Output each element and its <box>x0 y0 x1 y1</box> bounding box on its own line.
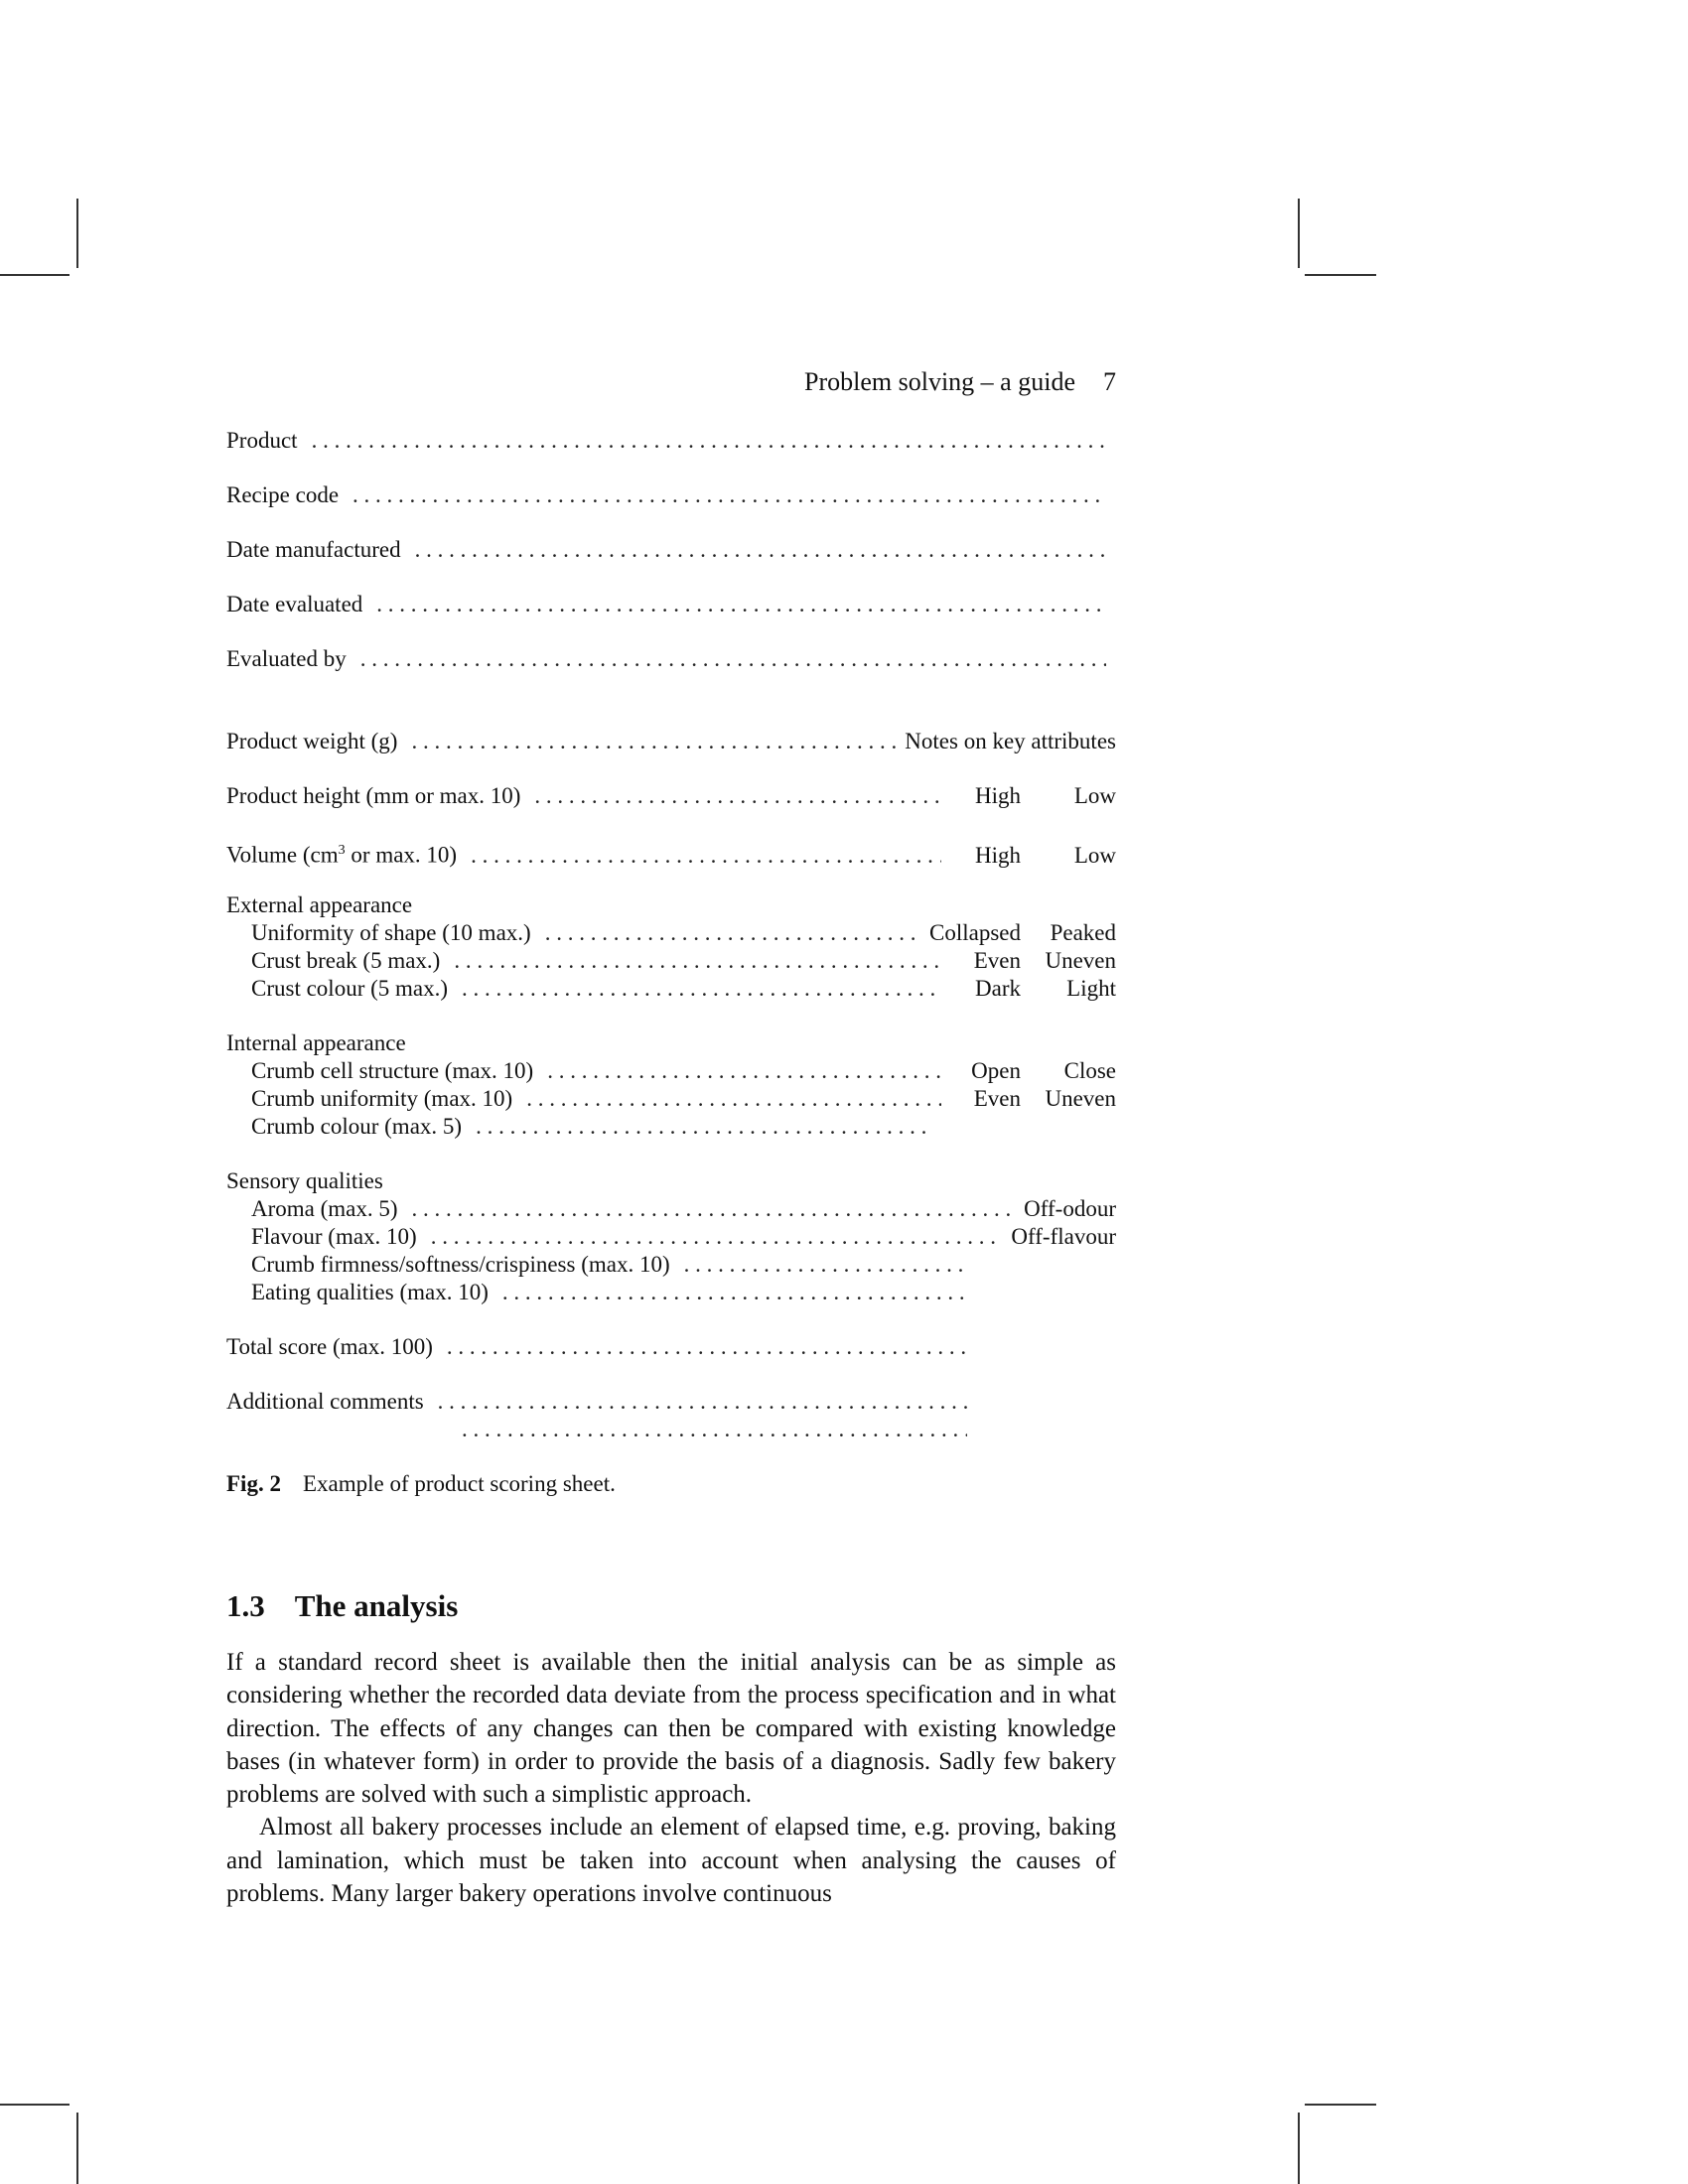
field-crumb-cell-structure <box>226 1057 1116 1085</box>
dot-leader <box>412 1195 1017 1223</box>
dot-leader <box>462 975 941 1003</box>
section-number: 1.3 <box>226 1588 265 1623</box>
dot-leader <box>526 1085 941 1113</box>
attr-low-end: High <box>975 842 1021 868</box>
field-label: Aroma (max. 5) <box>251 1196 398 1221</box>
dot-leader <box>352 481 1106 509</box>
attr-low-end: Dark <box>975 976 1021 1001</box>
field-label: Recipe code <box>226 482 340 507</box>
field-label: Flavour (max. 10) <box>251 1224 417 1249</box>
dot-leader <box>312 427 1106 455</box>
field-product-height <box>226 782 1116 810</box>
dot-leader <box>471 842 941 870</box>
field-label: Product weight (g) <box>226 729 398 753</box>
field-date-manufactured <box>226 536 1116 564</box>
crop-mark-bottom-left-h <box>0 2104 70 2106</box>
running-head <box>804 365 1116 399</box>
field-additional-comments <box>226 1388 1116 1416</box>
additional-comments-line-2 <box>226 1416 1116 1443</box>
field-product <box>226 427 1116 455</box>
field-label: Additional comments <box>226 1389 424 1414</box>
attr-low-end: Even <box>973 948 1021 973</box>
field-product-weight <box>226 728 1116 755</box>
field-crust-break <box>226 947 1116 975</box>
field-crumb-firmness <box>226 1251 1116 1279</box>
field-label: Date manufactured <box>226 537 401 562</box>
attr-high-end: Peaked <box>1050 920 1116 945</box>
dot-leader <box>502 1279 967 1306</box>
attr-low-end: Even <box>973 1086 1021 1111</box>
running-head-title: Problem solving – a guide <box>804 367 1075 396</box>
section-internal-appearance: Internal appearance <box>226 1030 406 1055</box>
figure-label: Fig. 2 <box>226 1471 281 1496</box>
section-external-appearance: External appearance <box>226 892 413 917</box>
dot-leader <box>476 1113 927 1141</box>
field-crumb-colour <box>226 1113 1116 1141</box>
product-scoring-sheet <box>226 427 1116 1443</box>
superscript: 3 <box>338 843 346 858</box>
section-heading <box>226 1588 458 1624</box>
crop-mark-bottom-right-h <box>1305 2104 1376 2106</box>
paragraph: If a standard record sheet is available then the initial analysis can be as simple as considering whether the recorded data deviate from the process specification and in what direction. The effects of any changes can then be compared with existing knowledge bases (in whatever form) in order to provide the basis of a diagnosis. Sadly few bakery problems are solved with such a simplistic approach. <box>226 1649 1116 1809</box>
section-title: The analysis <box>294 1588 459 1623</box>
field-label: Product <box>226 428 298 453</box>
attr-high-end: Uneven <box>1045 1086 1116 1111</box>
dot-leader <box>411 728 897 755</box>
field-recipe-code <box>226 481 1116 509</box>
field-volume <box>226 837 1116 868</box>
crop-mark-bottom-right <box>1298 2113 1300 2184</box>
crop-mark-bottom-left <box>76 2113 78 2184</box>
field-crumb-uniformity <box>226 1085 1116 1113</box>
crop-mark-top-right-h <box>1305 274 1376 276</box>
dot-leader <box>454 947 941 975</box>
attr-high-end: Low <box>1073 842 1116 868</box>
crop-mark-top-left-h <box>0 274 70 276</box>
dot-leader <box>462 1416 967 1443</box>
field-flavour <box>226 1223 1116 1251</box>
field-label: Crumb colour (max. 5) <box>251 1114 463 1139</box>
attr-off-note: Off-flavour <box>1011 1224 1116 1249</box>
field-eating-qualities <box>226 1279 1116 1306</box>
field-label: Evaluated by <box>226 646 347 671</box>
field-label: Product height (mm or max. 10) <box>226 783 521 808</box>
field-date-evaluated <box>226 591 1116 618</box>
field-label: Crumb uniformity (max. 10) <box>251 1086 513 1111</box>
dot-leader <box>431 1223 1004 1251</box>
field-label: Crust colour (5 max.) <box>251 976 449 1001</box>
attr-high-end: Uneven <box>1045 948 1116 973</box>
body-text <box>226 1646 1116 1910</box>
dot-leader <box>360 645 1106 673</box>
field-crust-colour <box>226 975 1116 1003</box>
attr-low-end: Open <box>971 1058 1021 1083</box>
field-label: Volume ($cm^3$ or max. 10) <box>226 842 458 868</box>
field-label: Uniformity of shape (10 max.) <box>251 920 531 945</box>
field-total-score <box>226 1333 1116 1361</box>
field-label: Eating qualities (max. 10) <box>251 1280 489 1304</box>
attr-high-end: Light <box>1066 976 1116 1001</box>
dot-leader <box>545 919 921 947</box>
dot-leader <box>447 1333 967 1361</box>
attr-low-end: High <box>975 783 1021 808</box>
field-aroma <box>226 1195 1116 1223</box>
field-label: Crumb firmness/softness/crispiness (max. 10) <box>251 1252 670 1277</box>
attr-high-end: Close <box>1063 1058 1116 1083</box>
crop-mark-top-right <box>1298 199 1300 268</box>
field-label: Total score (max. 100) <box>226 1334 433 1359</box>
attr-off-note: Off-odour <box>1024 1196 1116 1221</box>
figure-caption <box>226 1471 616 1497</box>
dot-leader <box>534 782 941 810</box>
notes-heading: Notes on key attributes <box>905 729 1116 753</box>
page-number: 7 <box>1103 367 1116 396</box>
dot-leader <box>415 536 1106 564</box>
dot-leader <box>684 1251 967 1279</box>
field-label: Crumb cell structure (max. 10) <box>251 1058 534 1083</box>
field-evaluated-by <box>226 645 1116 673</box>
dot-leader <box>438 1388 967 1416</box>
dot-leader <box>376 591 1106 618</box>
crop-mark-top-left <box>76 199 78 268</box>
attr-low-end: Collapsed <box>929 920 1021 945</box>
dot-leader <box>547 1057 941 1085</box>
field-label: Date evaluated <box>226 592 363 616</box>
attr-high-end: Low <box>1073 783 1116 808</box>
paragraph: Almost all bakery processes include an element of elapsed time, e.g. proving, baking and lamination, which must be taken into account when analysing the causes of problems. Many larger bakery operations involve continuous <box>226 1814 1116 1908</box>
field-label: Crust break (5 max.) <box>251 948 441 973</box>
field-uniformity-of-shape <box>226 919 1116 947</box>
figure-caption-text: Example of product scoring sheet. <box>302 1471 616 1496</box>
section-sensory-qualities: Sensory qualities <box>226 1168 383 1193</box>
